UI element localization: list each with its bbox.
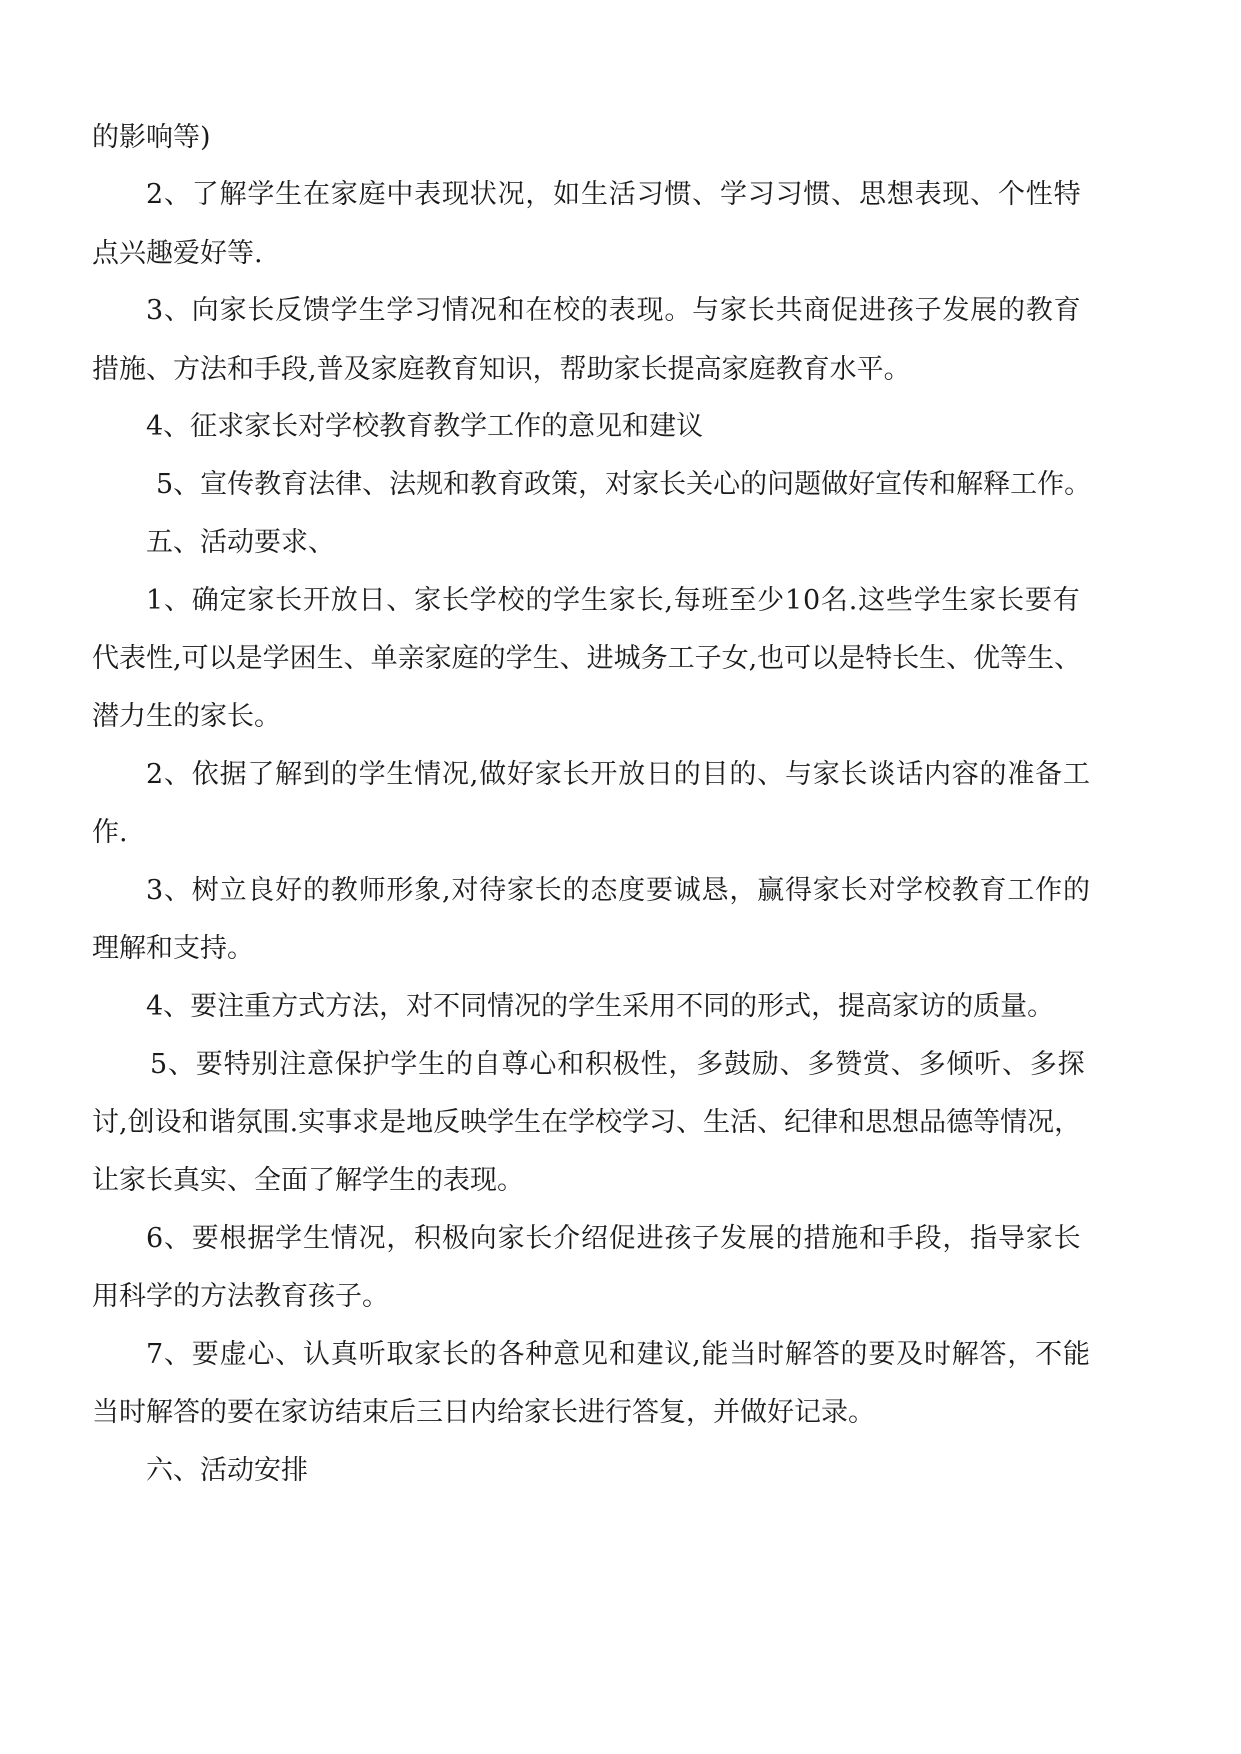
requirement-item-2: 2、依据了解到的学生情况,做好家长开放日的目的、与家长谈话内容的准备工: [146, 759, 1091, 790]
requirement-item-7: 7、要虚心、认真听取家长的各种意见和建议,能当时解答的要及时解答，不能: [146, 1339, 1091, 1370]
text-line: 措施、方法和手段,普及家庭教育知识，帮助家长提高家庭教育水平。: [92, 354, 911, 385]
paragraph-item-5: 5、宣传教育法律、法规和教育政策，对家长关心的问题做好宣传和解释工作。: [156, 469, 1092, 500]
text-line: 潜力生的家长。: [92, 701, 281, 732]
text-line: 作.: [92, 817, 128, 848]
paragraph-item-2: 2、了解学生在家庭中表现状况，如生活习惯、学习习惯、思想表现、个性特: [146, 179, 1082, 210]
section-heading-6: 六、活动安排: [146, 1455, 308, 1486]
requirement-item-5: 5、要特别注意保护学生的自尊心和积极性，多鼓励、多赞赏、多倾听、多探: [150, 1049, 1086, 1080]
requirement-item-1: 1、确定家长开放日、家长学校的学生家长,每班至少10名.这些学生家长要有: [146, 585, 1081, 616]
text-line: 用科学的方法教育孩子。: [92, 1281, 389, 1312]
paragraph-item-3: 3、向家长反馈学生学习情况和在校的表现。与家长共商促进孩子发展的教育: [146, 295, 1082, 326]
requirement-item-3: 3、树立良好的教师形象,对待家长的态度要诚恳，赢得家长对学校教育工作的: [146, 875, 1091, 906]
requirement-item-4: 4、要注重方式方法，对不同情况的学生采用不同的形式，提高家访的质量。: [146, 991, 1055, 1022]
text-line: 讨,创设和谐氛围.实事求是地反映学生在学校学习、生活、纪律和思想品德等情况，: [92, 1107, 1082, 1138]
paragraph-item-4: 4、征求家长对学校教育教学工作的意见和建议: [146, 411, 704, 442]
requirement-item-6: 6、要根据学生情况，积极向家长介绍促进孩子发展的措施和手段，指导家长: [146, 1223, 1082, 1254]
text-line: 的影响等): [92, 122, 211, 153]
text-line: 点兴趣爱好等.: [92, 238, 263, 269]
text-line: 代表性,可以是学困生、单亲家庭的学生、进城务工子女,也可以是特长生、优等生、: [92, 643, 1082, 674]
text-line: 让家长真实、全面了解学生的表现。: [92, 1165, 524, 1196]
section-heading-5: 五、活动要求、: [146, 527, 335, 558]
text-line: 当时解答的要在家访结束后三日内给家长进行答复，并做好记录。: [92, 1397, 875, 1428]
text-line: 理解和支持。: [92, 933, 254, 964]
